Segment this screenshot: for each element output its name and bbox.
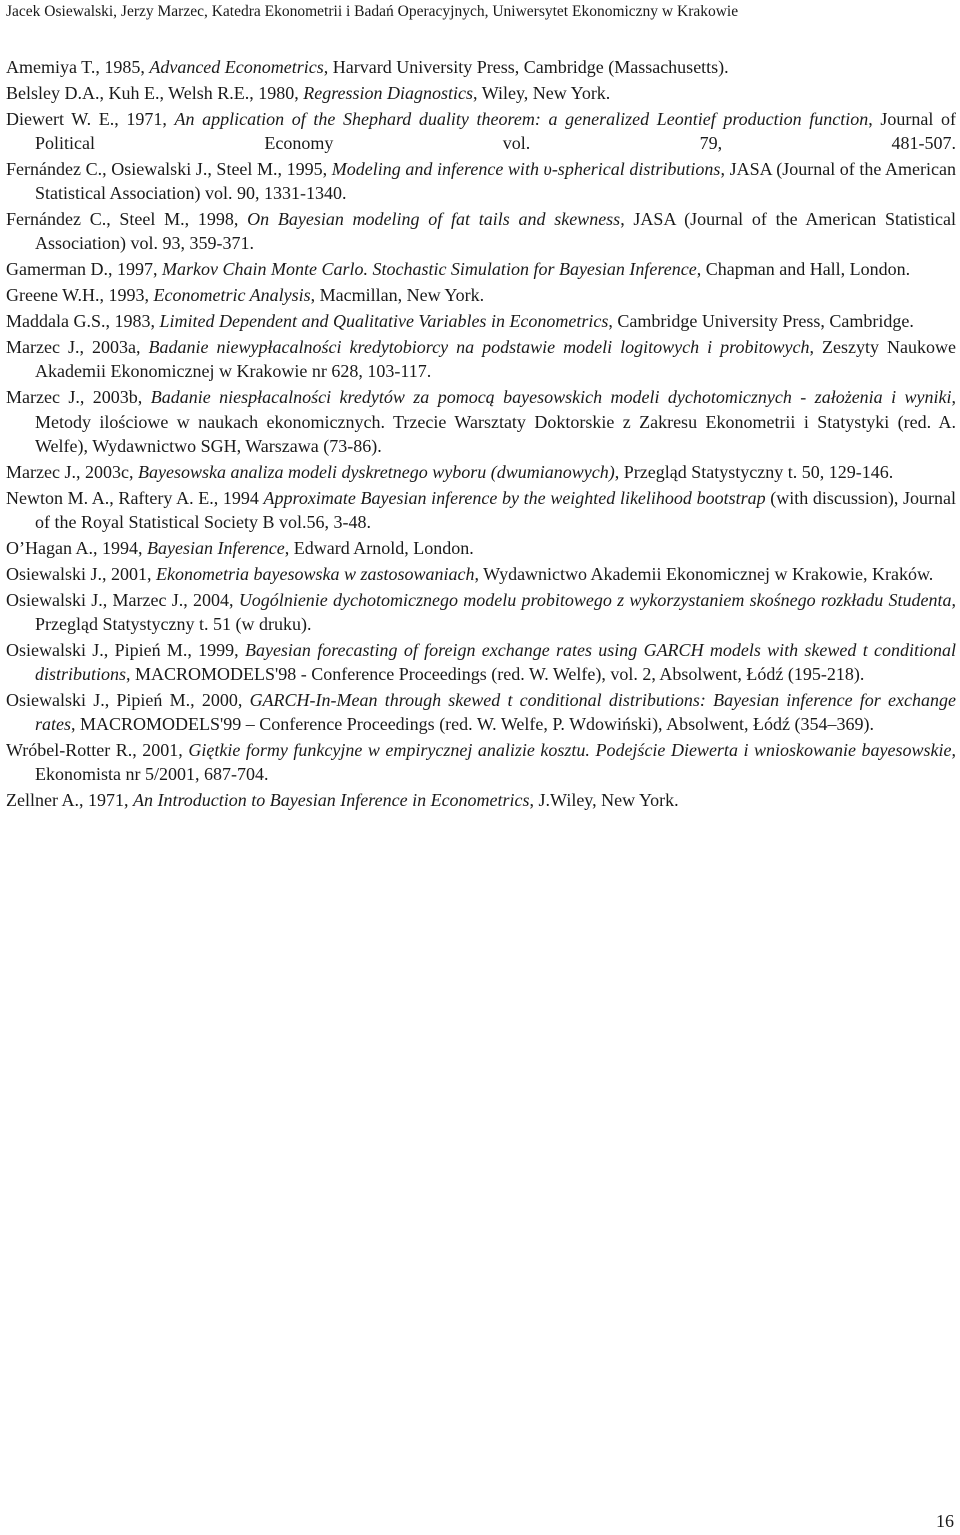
reference-entry bbox=[6, 309, 956, 333]
reference-title: Bayesian Inference bbox=[146, 537, 285, 558]
reference-title: Giętkie formy funkcyjne w empirycznej analizie kosztu. Podejście Diewerta i wnioskowanie bayesowskie bbox=[188, 740, 952, 761]
reference-year: , 1994 bbox=[213, 487, 264, 508]
reference-list bbox=[6, 55, 956, 813]
reference-title: Econometric Analysis bbox=[153, 285, 311, 306]
reference-year: , 2003b, bbox=[79, 387, 151, 408]
reference-entry bbox=[6, 688, 956, 737]
reference-title: Badanie niewypłacalności kredytobiorcy na podstawie modeli logitowych i probitowych bbox=[148, 337, 810, 358]
reference-source: , MACROMODELS'99 – Conference Proceedings (red. W. Welfe, P. Wdowiński), Absolwent, Łódź (354–369). bbox=[71, 714, 875, 735]
reference-year: , 2000, bbox=[190, 689, 250, 710]
reference-title: Bayesian forecasting of foreign exchange rates using GARCH models with skewed t conditional distributions bbox=[35, 639, 956, 685]
reference-title: An application of the Shephard duality theorem: a generalized Leontief production function bbox=[174, 108, 869, 129]
reference-authors: Amemiya T. bbox=[6, 57, 96, 77]
reference-entry bbox=[6, 738, 956, 787]
reference-source: , J.Wiley, New York. bbox=[529, 790, 679, 811]
reference-title: Approximate Bayesian inference by the weighted likelihood bootstrap bbox=[263, 487, 766, 508]
reference-year: , 2001, bbox=[102, 563, 156, 584]
reference-authors: Zellner A. bbox=[6, 790, 79, 811]
reference-authors: Newton M. A., Raftery A. E. bbox=[6, 487, 214, 508]
reference-entry bbox=[6, 257, 956, 281]
reference-entry bbox=[6, 283, 956, 307]
reference-source: , JASA (Journal of the American Statistical Association) vol. 90, 1331-1340. bbox=[35, 158, 956, 204]
reference-title: Bayesowska analiza modeli dyskretnego wyboru (dwumianowych) bbox=[137, 461, 615, 482]
reference-source: , Chapman and Hall, London. bbox=[696, 259, 911, 280]
reference-year: , 2003c, bbox=[75, 461, 138, 482]
reference-source: , Przegląd Statystyczny t. 50, 129-146. bbox=[614, 461, 894, 482]
reference-year: , 1971, bbox=[78, 790, 133, 811]
reference-entry bbox=[6, 562, 956, 586]
reference-entry bbox=[6, 788, 956, 812]
reference-authors: Greene W.H. bbox=[6, 285, 100, 306]
reference-authors: Marzec J. bbox=[6, 461, 76, 482]
reference-entry bbox=[6, 107, 956, 156]
reference-title: Advanced Econometrics bbox=[149, 57, 324, 77]
reference-authors: Fernández C., Osiewalski J., Steel M. bbox=[6, 158, 278, 179]
reference-authors: Osiewalski J., Pipień M. bbox=[6, 689, 191, 710]
reference-year: , 2004, bbox=[183, 589, 239, 610]
reference-entry bbox=[6, 638, 956, 687]
reference-title: Regression Diagnostics bbox=[303, 82, 474, 103]
reference-year: , 1980, bbox=[249, 82, 304, 103]
reference-entry bbox=[6, 55, 956, 79]
reference-authors: Gamerman D. bbox=[6, 259, 108, 280]
reference-source: , Metody ilościowe w naukach ekonomicznych. Trzecie Warsztaty Doktorskie z Zakresu Ekonometrii i Statystyki (red. A. Welfe), Wydawnictwo SGH, Warszawa (73-86). bbox=[35, 387, 957, 456]
reference-title: GARCH-In-Mean through skewed t conditional distributions: Bayesian inference for exchange rates bbox=[35, 689, 956, 735]
reference-source: , Ekonomista nr 5/2001, 687-704. bbox=[35, 740, 957, 785]
reference-title: On Bayesian modeling of fat tails and skewness bbox=[247, 209, 621, 230]
reference-authors: Osiewalski J., Pipień M. bbox=[6, 639, 188, 660]
reference-source: , Zeszyty Naukowe Akademii Ekonomicznej w Krakowie nr 628, 103-117. bbox=[35, 337, 956, 382]
reference-authors: O’Hagan A. bbox=[6, 537, 93, 558]
reference-source: (with discussion), Journal of the Royal Statistical Society B vol.56, 3-48. bbox=[35, 487, 957, 532]
reference-authors: Marzec J. bbox=[6, 387, 80, 408]
reference-title: Ekonometria bayesowska w zastosowaniach bbox=[156, 563, 475, 584]
reference-title: Uogólnienie dychotomicznego modelu probitowego z wykorzystaniem skośnego rozkładu Studenta bbox=[238, 589, 952, 610]
reference-title: Modeling and inference with υ-spherical distributions bbox=[331, 158, 721, 179]
reference-source: , Harvard University Press, Cambridge (Massachusetts). bbox=[323, 57, 729, 77]
reference-source: , MACROMODELS'98 - Conference Proceedings (red. W. Welfe), vol. 2, Absolwent, Łódź (195-218). bbox=[126, 664, 865, 685]
reference-entry bbox=[6, 81, 956, 105]
reference-source: , Przegląd Statystyczny t. 51 (w druku). bbox=[35, 589, 957, 634]
reference-year: , 2003a, bbox=[79, 337, 149, 358]
reference-authors: Belsley D.A., Kuh E., Welsh R.E. bbox=[6, 82, 250, 103]
reference-entry bbox=[6, 536, 956, 560]
reference-authors: Marzec J. bbox=[6, 337, 80, 358]
reference-source: , Cambridge University Press, Cambridge. bbox=[608, 311, 914, 332]
reference-entry bbox=[6, 335, 956, 384]
reference-title: Limited Dependent and Qualitative Variables in Econometrics bbox=[159, 311, 609, 332]
reference-source: , Wydawnictwo Akademii Ekonomicznej w Krakowie, Kraków. bbox=[474, 563, 934, 584]
reference-year: , 1995, bbox=[277, 158, 332, 179]
reference-year: , 1983, bbox=[105, 311, 160, 332]
running-header: Jacek Osiewalski, Jerzy Marzec, Katedra Ekonometrii i Badań Operacyjnych, Uniwersytet Ekonomiczny w Krakowie bbox=[6, 3, 739, 20]
reference-title: Markov Chain Monte Carlo. Stochastic Simulation for Bayesian Inference bbox=[161, 259, 697, 280]
reference-authors: Osiewalski J. bbox=[6, 563, 102, 584]
reference-authors: Diewert W. E. bbox=[6, 108, 115, 129]
reference-source: , JASA (Journal of the American Statistical Association) vol. 93, 359-371. bbox=[35, 209, 957, 254]
reference-authors: Fernández C., Steel M. bbox=[6, 209, 185, 230]
reference-year: , 1998, bbox=[184, 209, 248, 230]
reference-source: , Edward Arnold, London. bbox=[284, 537, 474, 558]
reference-entry bbox=[6, 207, 956, 256]
reference-entry bbox=[6, 588, 956, 637]
reference-source: , Macmillan, New York. bbox=[310, 285, 485, 306]
reference-year: , 1993, bbox=[99, 285, 154, 306]
reference-source: , Journal of Political Economy vol. 79, 481-507. bbox=[35, 108, 956, 154]
reference-title: Badanie niespłacalności kredytów za pomocą bayesowskich modeli dychotomicznych - założenia i wyniki bbox=[150, 387, 952, 408]
reference-year: , 1999, bbox=[187, 639, 245, 660]
page-number: 16 bbox=[936, 1511, 954, 1531]
reference-title: An Introduction to Bayesian Inference in Econometrics bbox=[132, 790, 530, 811]
reference-authors: Osiewalski J., Marzec J. bbox=[6, 589, 184, 610]
reference-source: , Wiley, New York. bbox=[473, 82, 611, 103]
reference-entry bbox=[6, 385, 956, 458]
reference-authors: Maddala G.S. bbox=[6, 311, 106, 332]
reference-entry bbox=[6, 157, 956, 206]
reference-year: , 1971, bbox=[114, 108, 175, 129]
reference-year: , 1997, bbox=[107, 259, 162, 280]
reference-year: , 2001, bbox=[132, 740, 189, 761]
reference-year: , 1994, bbox=[92, 537, 147, 558]
reference-entry bbox=[6, 486, 956, 535]
reference-year: , 1985, bbox=[95, 57, 150, 77]
reference-authors: Wróbel-Rotter R. bbox=[6, 740, 133, 761]
reference-entry bbox=[6, 460, 956, 484]
